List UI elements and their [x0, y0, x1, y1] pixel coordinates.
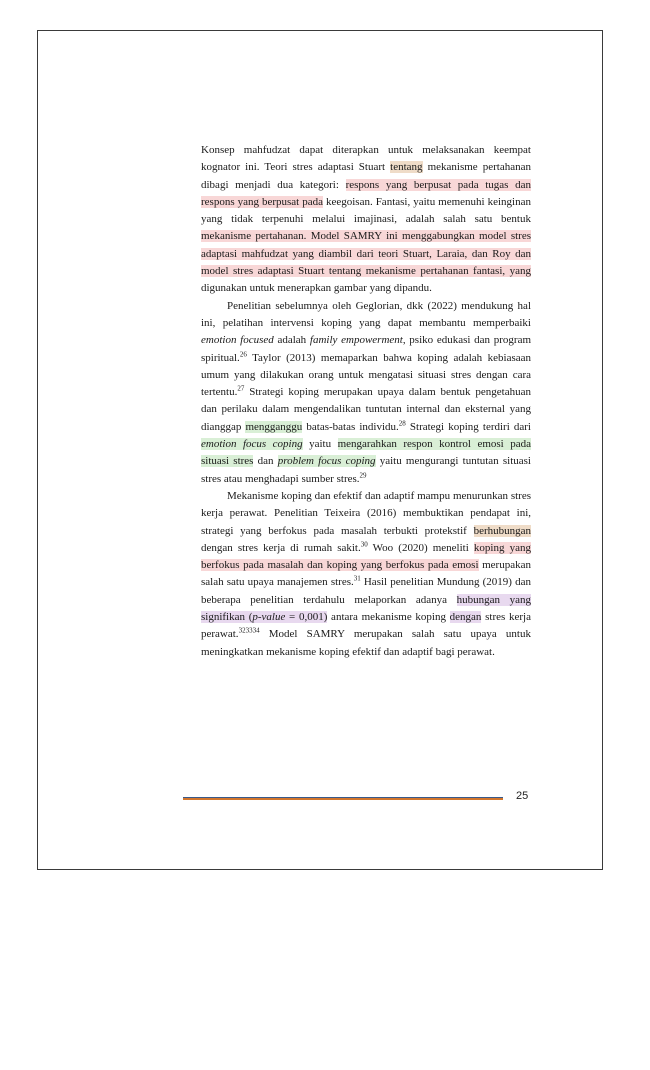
text-run: yaitu — [302, 438, 338, 451]
text-run: stres kerja perawat. — [201, 611, 531, 641]
text-run: Penelitian sebelumnya oleh Geglorian, dkk (2022) mendukung hal ini, pelatihan intervensi koping yang dapat membantu memperbaiki — [201, 299, 531, 329]
text-run: antara mekanisme koping — [327, 611, 450, 624]
text-run: keegoisan. Fantasi, yaitu memenuhi keinginan yang tidak terpenuhi melalui imajinasi, adalah salah satu bentuk — [201, 195, 531, 226]
page-number: 25 — [516, 790, 529, 802]
highlight: koping yang berfokus pada masalah dan koping yang berfokus pada emosi — [201, 541, 531, 572]
text-run: dan — [253, 455, 278, 468]
text-run: , psiko edukasi dan program spiritual. — [201, 334, 532, 364]
citation-superscript: 28 — [398, 419, 406, 428]
citation-superscript: 29 — [359, 470, 367, 479]
highlight: respons yang berpusat pada tugas dan respons yang berpusat pada — [201, 178, 531, 208]
citation-superscript: 31 — [353, 574, 361, 583]
text-run: Konsep mahfudzat dapat diterapkan untuk melaksanakan keempat kognator ini. Teori stres adaptasi Stuart — [201, 144, 531, 174]
highlight: dengan — [449, 611, 482, 624]
text-run: Strategi koping merupakan upaya dalam bentuk pengetahuan dan perilaku dalam mengendalikan tuntutan internal dan eksternal yang dianggap — [201, 386, 531, 433]
text-run: Taylor (2013) memaparkan bahwa koping adalah kebiasaan umum yang dilakukan orang untuk mengatasi situasi stres dengan cara tertentu. — [201, 351, 531, 399]
italic-term: emotion focus coping — [201, 438, 303, 451]
text-run: batas-batas individu. — [302, 420, 399, 433]
citation-superscript: 30 — [360, 540, 368, 549]
footer-rule — [183, 797, 503, 800]
text-run: Hasil penelitian Mundung (2019) dan beberapa penelitian terdahulu melaporkan adanya — [201, 576, 531, 606]
italic-term: family empowerment — [309, 334, 403, 347]
document-page — [37, 30, 603, 870]
highlight: berhubungan — [473, 524, 531, 537]
page-body — [201, 142, 531, 661]
text-run: merupakan salah satu upaya manajemen stres. — [201, 559, 531, 589]
highlight: hubungan yang signifikan ( — [201, 593, 531, 624]
text-run: mekanisme pertahanan dibagi menjadi dua kategori: — [201, 161, 531, 191]
text-run: digunakan untuk menerapkan gambar yang dipandu. — [201, 282, 432, 295]
highlight: tentang — [390, 161, 423, 174]
italic-term: problem focus coping — [277, 455, 376, 468]
text-run: adalah — [273, 334, 310, 347]
italic-term: p-value — [252, 611, 286, 624]
paragraph-1 — [201, 142, 531, 298]
text-run: Strategi koping terdiri dari — [405, 420, 531, 433]
text-run: Mekanisme koping dan efektif dan adaptif mampu menurunkan stres kerja perawat. Penelitian Teixeira (2016) membuktikan pendapat ini, strategi yang berfokus pada masalah terbukti protekstif — [201, 489, 531, 537]
citation-superscript: 323334 — [238, 626, 260, 635]
highlight: = 0,001) — [285, 611, 328, 624]
italic-term: emotion focused — [201, 334, 274, 347]
citation-superscript: 26 — [239, 349, 247, 358]
highlight: mengarahkan respon kontrol emosi pada situasi stres — [201, 438, 531, 468]
paragraph-2 — [201, 298, 531, 488]
citation-superscript: 27 — [237, 384, 245, 393]
highlight: mekanisme pertahanan. Model SAMRY ini menggabungkan model stres adaptasi mahfudzat yang diambil dari teori Stuart, Laraia, dan Roy dan model stres adaptasi Stuart tentang mekanisme pertahanan fantasi, yang — [201, 230, 531, 278]
paragraph-3 — [201, 488, 531, 661]
text-run: dengan stres kerja di rumah sakit. — [201, 541, 361, 554]
highlight: mengganggu — [245, 420, 303, 433]
text-run: yaitu mengurangi tuntutan situasi stres atau menghadapi sumber stres. — [201, 455, 531, 485]
text-run: Woo (2020) meneliti — [367, 541, 474, 554]
text-run: Model SAMRY merupakan salah satu upaya untuk meningkatkan mekanisme koping efektif dan adaptif bagi perawat. — [201, 628, 531, 658]
